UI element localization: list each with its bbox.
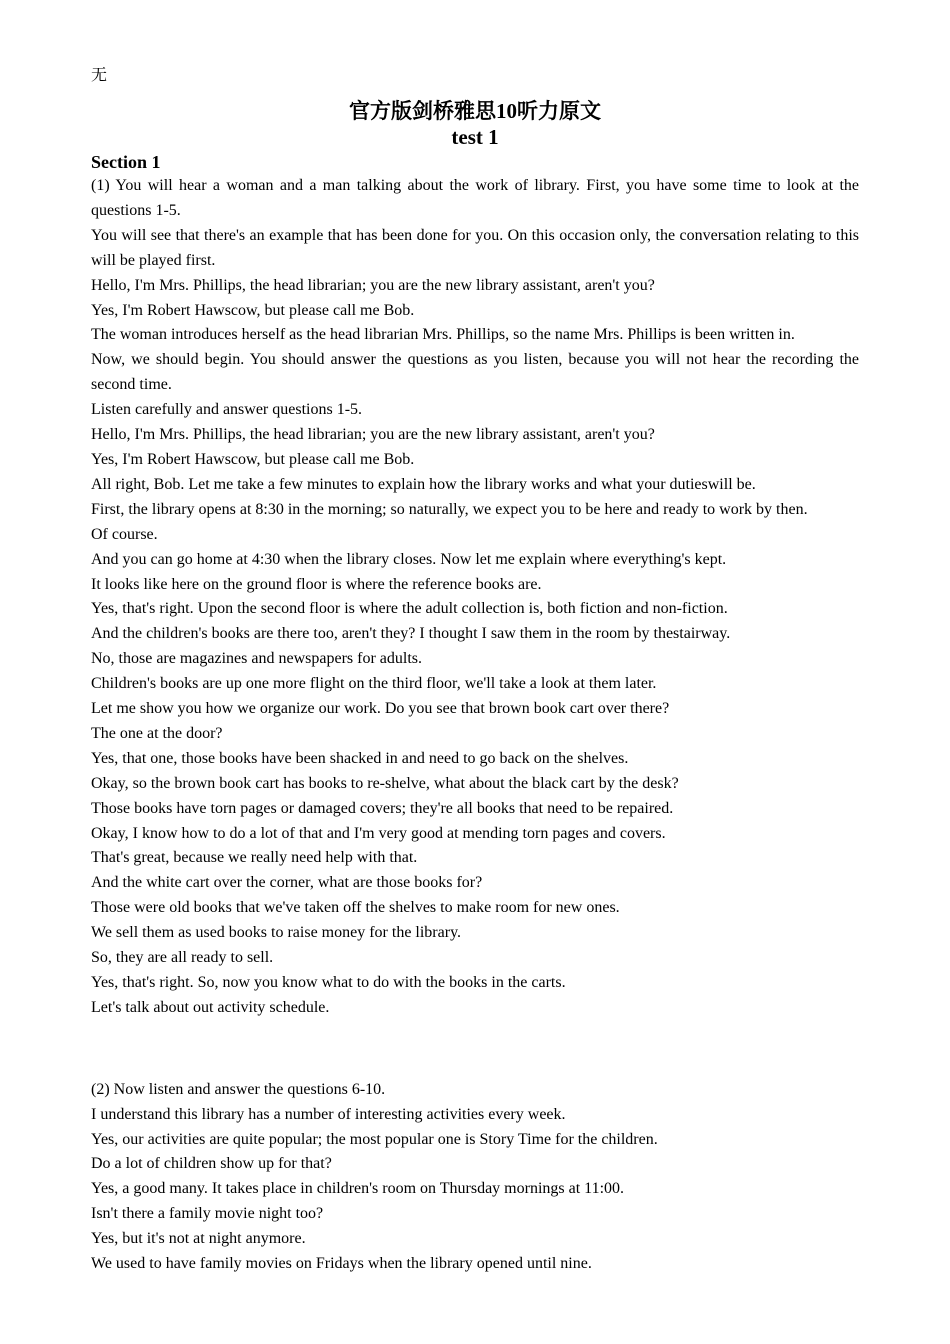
transcript-paragraph: Those books have torn pages or damaged covers; they're all books that need to be repaired. [91,799,674,817]
header-mark: 无 [91,67,108,84]
transcript-paragraph: All right, Bob. Let me take a few minutes to explain how the library works and what your dutieswill be. [91,475,756,493]
transcript-paragraph: I understand this library has a number of interesting activities every week. [91,1105,566,1123]
transcript-paragraph: Those were old books that we've taken off the shelves to make room for new ones. [91,899,620,917]
transcript-body [91,174,859,1277]
transcript-paragraph: And the children's books are there too, aren't they? I thought I saw them in the room by thestairway. [91,625,731,643]
transcript-paragraph: Yes, that's right. Upon the second floor is where the adult collection is, both fiction and non-fiction. [91,600,728,618]
transcript-paragraph: Listen carefully and answer questions 1-5. [91,401,363,419]
transcript-paragraph: Of course. [91,525,158,543]
transcript-paragraph: We used to have family movies on Fridays when the library opened until nine. [91,1255,592,1273]
document-page [91,64,859,1277]
transcript-paragraph: Okay, I know how to do a lot of that and I'm very good at mending torn pages and covers. [91,824,666,842]
transcript-paragraph: No, those are magazines and newspapers for adults. [91,650,422,668]
section-heading: Section 1 [91,152,161,172]
transcript-paragraph: Hello, I'm Mrs. Phillips, the head librarian; you are the new library assistant, aren't you? [91,426,655,444]
transcript-paragraph: The woman introduces herself as the head librarian Mrs. Phillips, so the name Mrs. Phillips is been written in. [91,326,795,344]
transcript-paragraph: Yes, that's right. So, now you know what to do with the books in the carts. [91,974,566,991]
transcript-paragraph: Let's talk about out activity schedule. [91,998,330,1016]
transcript-paragraph: Yes, that one, those books have been shacked in and need to go back on the shelves. [91,749,629,767]
transcript-paragraph: And you can go home at 4:30 when the library closes. Now let me explain where everything's kept. [91,550,727,568]
transcript-paragraph: Yes, I'm Robert Hawscow, but please call me Bob. [91,301,415,319]
transcript-paragraph: We sell them as used books to raise money for the library. [91,924,462,942]
transcript-paragraph: Children's books are up one more flight on the third floor, we'll take a look at them later. [91,675,657,693]
transcript-paragraph: So, they are all ready to sell. [91,949,274,967]
transcript-paragraph: Do a lot of children show up for that? [91,1155,332,1173]
transcript-paragraph: Let me show you how we organize our work. Do you see that brown book cart over there? [91,700,670,718]
transcript-paragraph: The one at the door? [91,724,223,742]
transcript-paragraph: Yes, a good many. It takes place in children's room on Thursday mornings at 11:00. [91,1180,625,1198]
blank-line [91,1037,859,1062]
transcript-paragraph: Yes, our activities are quite popular; the most popular one is Story Time for the children. [91,1130,658,1148]
transcript-paragraph: It looks like here on the ground floor is where the reference books are. [91,575,542,593]
transcript-paragraph: Hello, I'm Mrs. Phillips, the head librarian; you are the new library assistant, aren't you? [91,276,655,294]
transcript-paragraph: Now, we should begin. You should answer the questions as you listen, because you will not hear the recording the second time. [91,351,859,394]
transcript-paragraph: And the white cart over the corner, what are those books for? [91,874,483,892]
transcript-paragraph: (1) You will hear a woman and a man talking about the work of library. First, you have some time to look at the questions 1-5. [91,177,859,219]
document-subtitle: test 1 [451,125,499,149]
transcript-paragraph: (2) Now listen and answer the questions 6-10. [91,1080,386,1098]
transcript-paragraph: Okay, so the brown book cart has books to re-shelve, what about the black cart by the desk? [91,774,679,792]
transcript-paragraph: That's great, because we really need help with that. [91,849,418,867]
transcript-paragraph: Yes, but it's not at night anymore. [91,1230,306,1248]
transcript-paragraph: You will see that there's an example that has been done for you. On this occasion only, the conversation relating to this will be played first. [91,226,859,269]
document-title: 官方版剑桥雅思10听力原文 [349,99,601,123]
transcript-paragraph: First, the library opens at 8:30 in the morning; so naturally, we expect you to be here and ready to work by then. [91,500,808,518]
transcript-paragraph: Isn't there a family movie night too? [91,1205,324,1223]
transcript-paragraph: Yes, I'm Robert Hawscow, but please call me Bob. [91,450,415,468]
